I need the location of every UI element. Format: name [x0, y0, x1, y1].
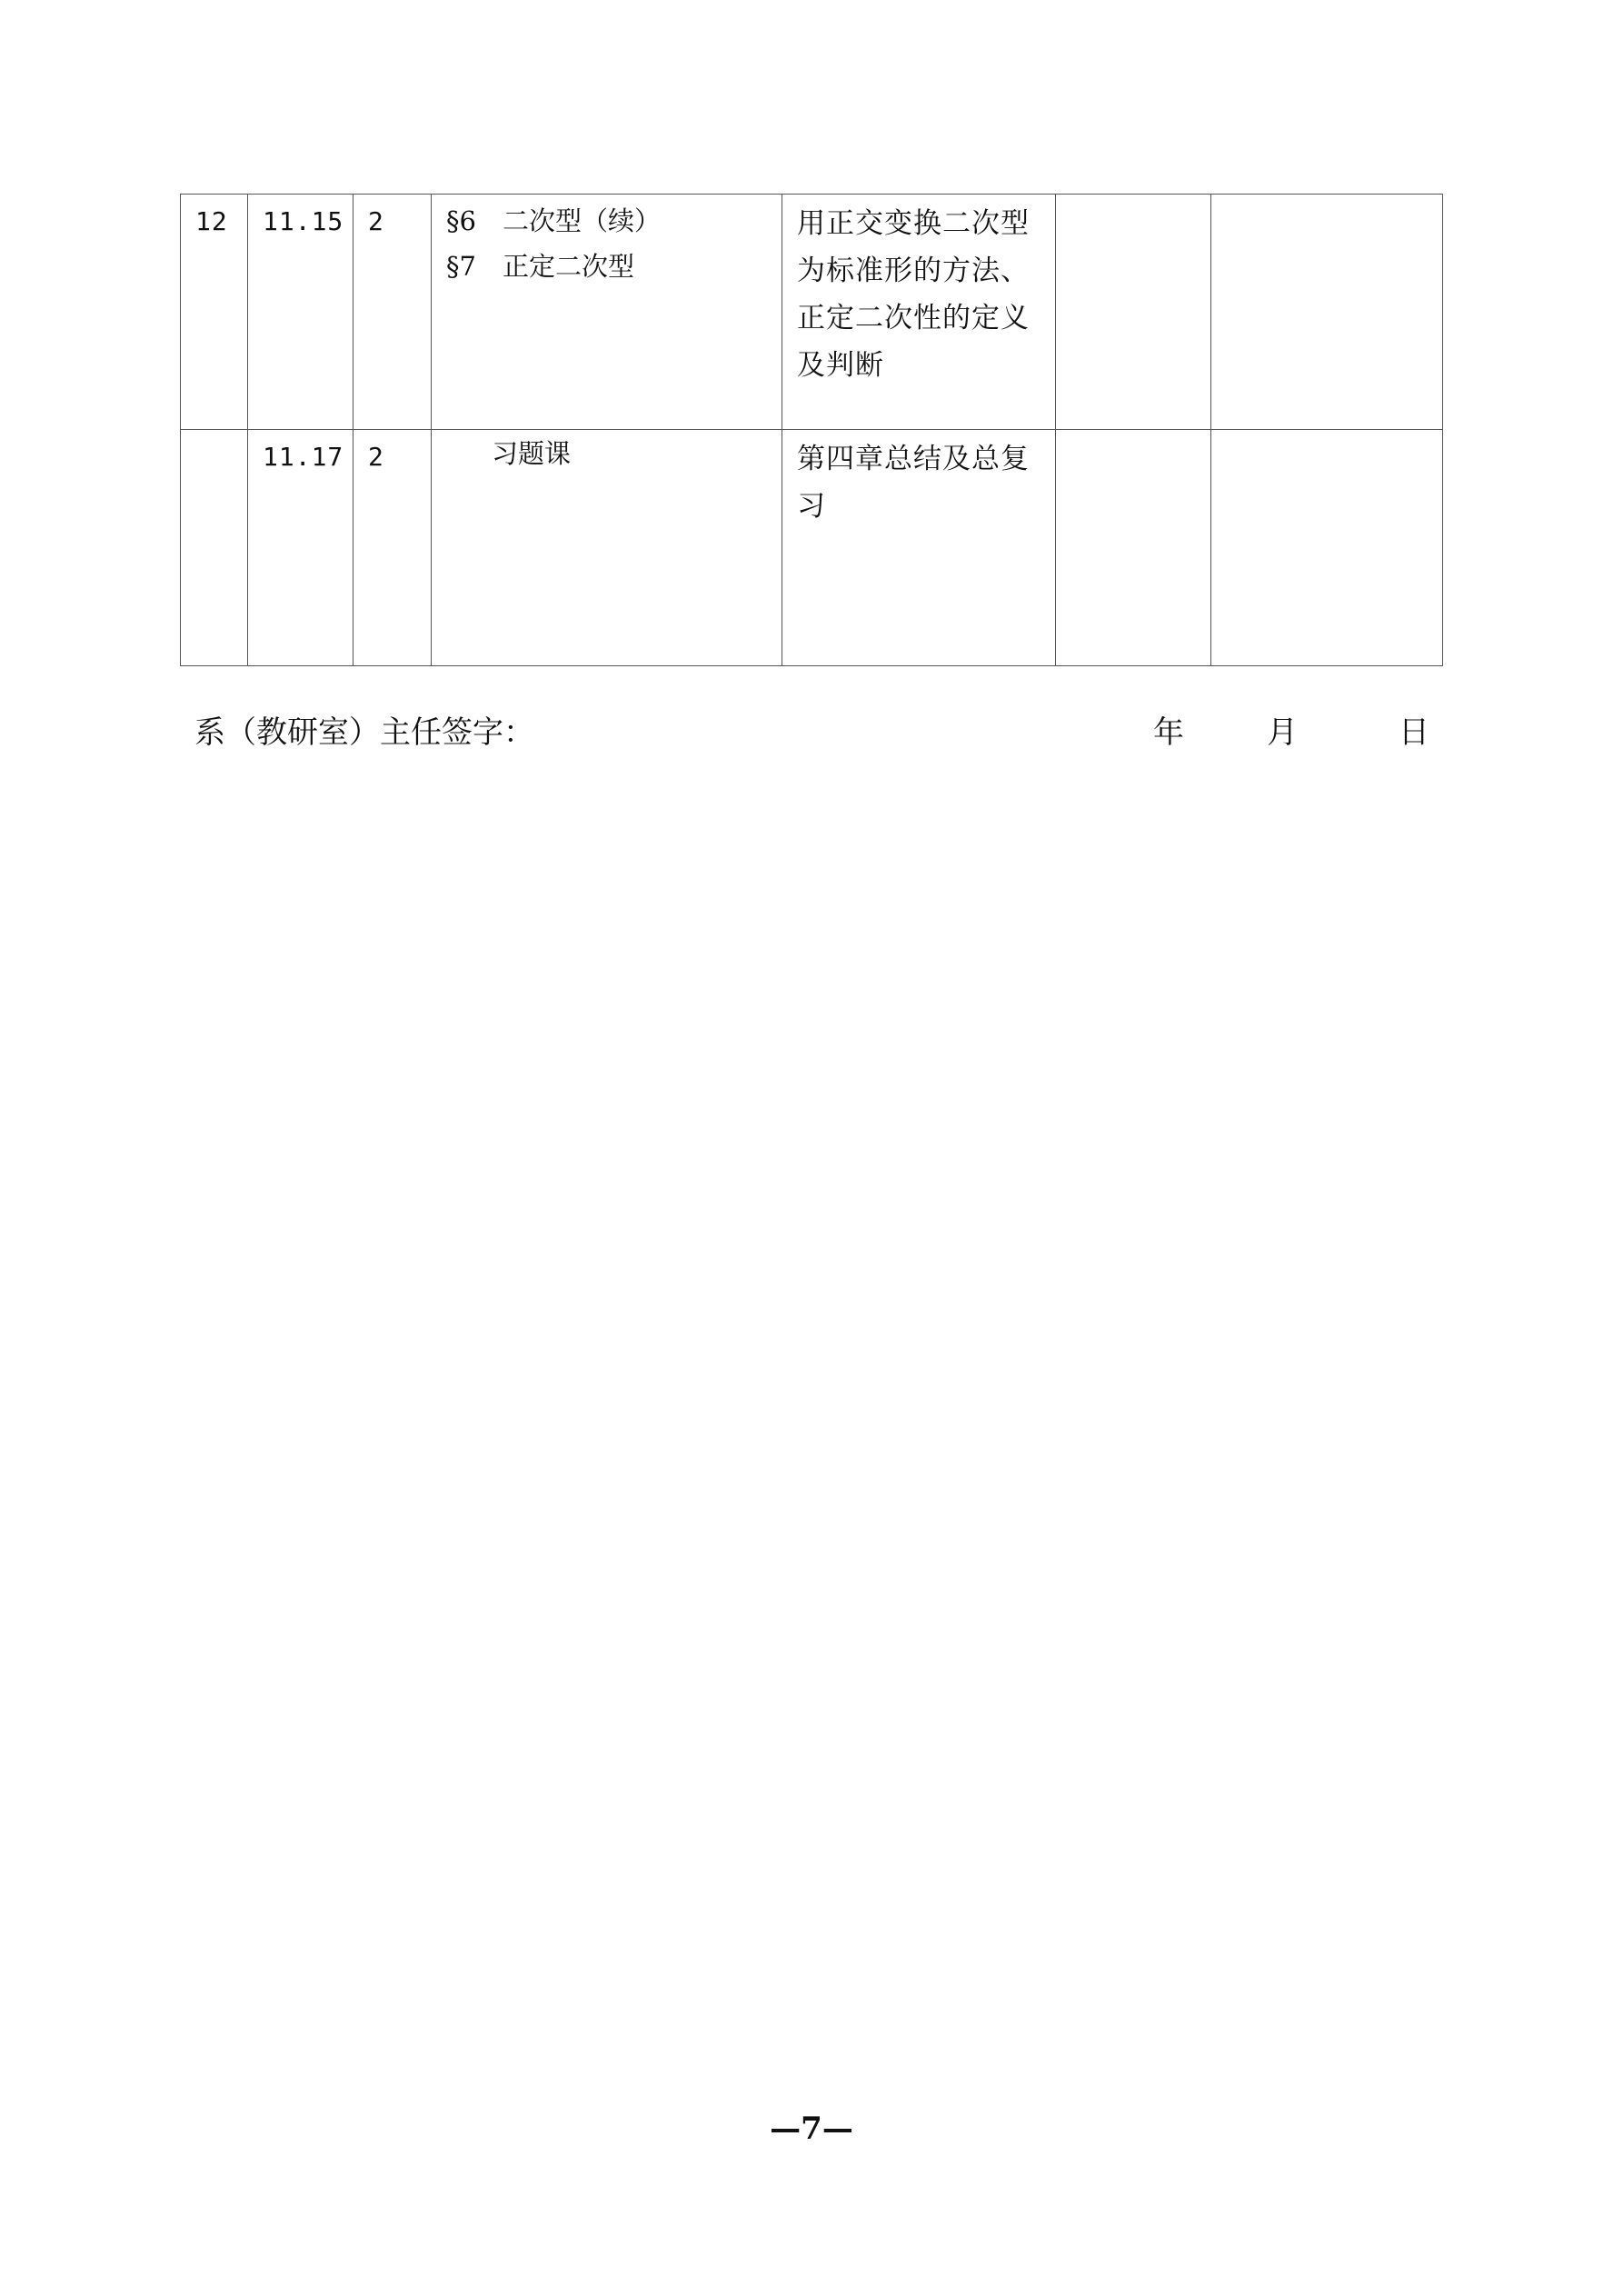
section-title: 正定二次型 — [503, 251, 635, 282]
topic-cell — [432, 430, 782, 666]
teaching-schedule-table — [180, 194, 1443, 666]
section-title: 二次型（续） — [503, 205, 662, 236]
topic-title: 习题课 — [492, 438, 572, 469]
hours-value: 2 — [368, 442, 384, 472]
date-month-label: 月 — [1267, 714, 1298, 751]
hours-cell — [353, 430, 432, 666]
content-cell — [782, 430, 1056, 666]
sections-cell — [432, 195, 782, 430]
hours-cell — [353, 195, 432, 430]
week-cell — [181, 430, 248, 666]
content-cell — [782, 195, 1056, 430]
week-value: 12 — [195, 206, 228, 236]
section-line — [446, 198, 772, 244]
empty-value — [1056, 195, 1210, 205]
section-line — [446, 244, 772, 289]
table-row — [181, 195, 1443, 430]
hours-value: 2 — [368, 206, 384, 236]
date-day-label: 日 — [1399, 714, 1429, 751]
date-year-label: 年 — [1153, 714, 1184, 751]
date-cell — [248, 195, 353, 430]
content-text: 用正交变换二次型为标准形的方法、正定二次性的定义及判断 — [797, 207, 1030, 382]
week-cell — [181, 195, 248, 430]
empty-cell — [1211, 195, 1443, 430]
date-value: 11.15 — [263, 206, 344, 236]
empty-cell — [1056, 195, 1211, 430]
week-value — [181, 430, 247, 441]
signature-label: 系（教研室）主任签字： — [194, 714, 534, 751]
empty-cell — [1056, 430, 1211, 666]
empty-cell — [1211, 430, 1443, 666]
empty-value — [1056, 430, 1210, 441]
section-number: §7 — [446, 251, 476, 282]
page-number: —7— — [770, 2111, 853, 2147]
section-number: §6 — [446, 205, 476, 236]
date-cell — [248, 430, 353, 666]
signature-row — [194, 709, 1441, 756]
empty-value — [1211, 195, 1442, 205]
content-text: 第四章总结及总复习 — [797, 443, 1030, 523]
date-value: 11.17 — [263, 442, 344, 472]
table-row — [181, 430, 1443, 666]
empty-value — [1211, 430, 1442, 441]
